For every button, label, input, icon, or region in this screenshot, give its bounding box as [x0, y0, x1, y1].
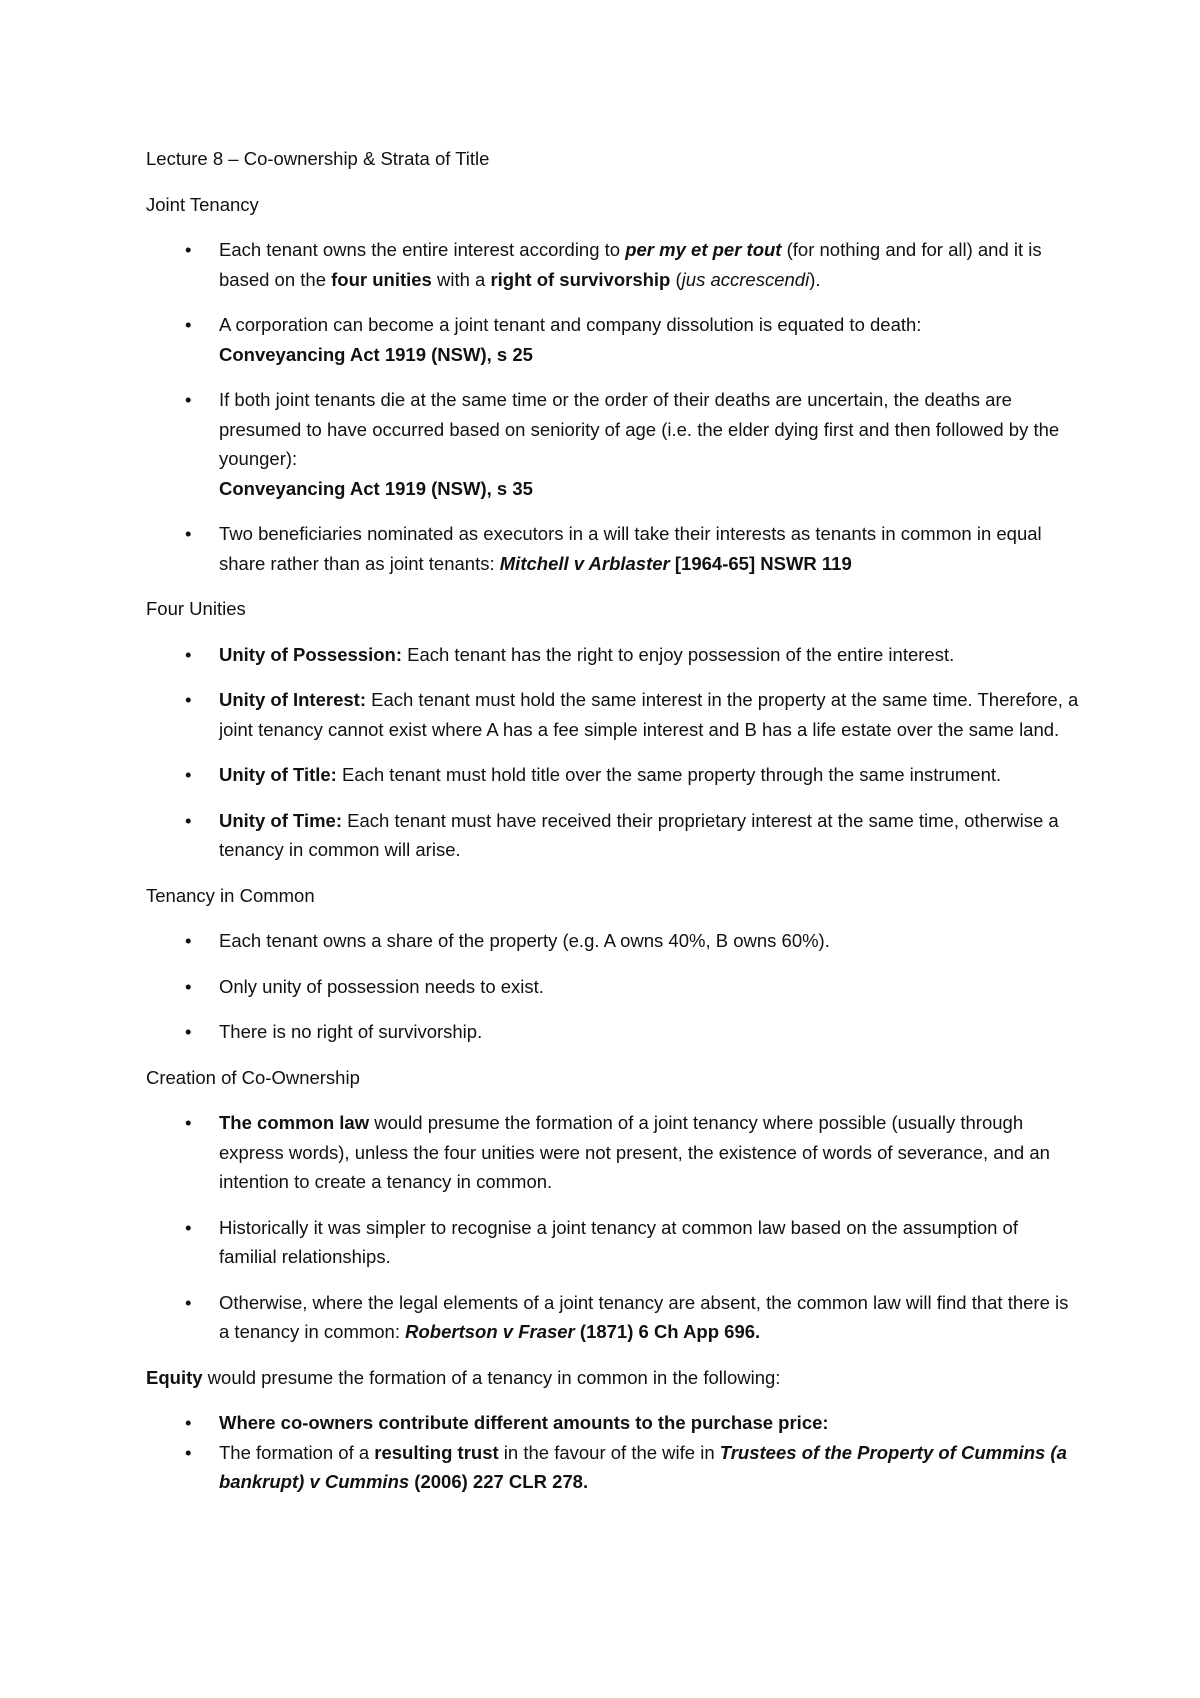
unity-label: Unity of Possession:	[219, 643, 402, 665]
unity-label: Unity of Interest:	[219, 689, 366, 710]
text-run: Each tenant must hold title over the same property through the same instrument.	[336, 764, 1002, 785]
unity-label: Unity of Title:	[219, 764, 337, 785]
bold-term: right of survivorship	[490, 268, 671, 290]
list-item: • There is no right of survivorship.	[146, 1017, 1080, 1047]
list-item	[146, 806, 1080, 865]
page-title: Lecture 8 – Co-ownership & Strata of Title	[146, 148, 490, 169]
list-item	[146, 685, 1080, 744]
list-item	[146, 1438, 1080, 1497]
tenancy-in-common-list	[146, 926, 1080, 1047]
case-name: Robertson v Fraser	[405, 1321, 575, 1342]
text-run: (	[670, 268, 682, 290]
list-item	[146, 1408, 1080, 1438]
case-citation: (2006) 227 CLR 278.	[409, 1471, 589, 1492]
text-run: Each tenant owns the entire interest according to	[219, 239, 626, 260]
text-run: Historically it was simpler to recognise a joint tenancy at common law based on the assumption of familial relationships.	[219, 1216, 1018, 1267]
bold-term: Equity	[146, 1366, 203, 1388]
heading-joint-tenancy: Joint Tenancy	[146, 193, 259, 215]
heading-four-unities: Four Unities	[146, 598, 246, 619]
case-name: Mitchell v Arblaster	[499, 552, 670, 574]
text-run: Otherwise, where the legal elements of a joint tenancy are absent, the common law will find that there is a tenancy in common:	[219, 1291, 1069, 1342]
equity-intro	[146, 1363, 1080, 1393]
bold-term: Where co-owners contribute different amounts to the purchase price:	[219, 1412, 829, 1433]
text-run: would presume the formation of a tenancy in common in the following:	[202, 1366, 781, 1388]
bold-term: resulting trust	[374, 1441, 499, 1463]
text-run: Each tenant has the right to enjoy possession of the entire interest.	[401, 643, 955, 665]
list-item	[146, 1288, 1080, 1347]
equity-list	[146, 1408, 1080, 1497]
text-run: ).	[809, 268, 821, 290]
joint-tenancy-list	[146, 235, 1080, 578]
case-citation: (1871) 6 Ch App 696.	[574, 1321, 761, 1342]
text-run: in the favour of the wife in	[498, 1441, 720, 1463]
latin-phrase: per my et per tout	[625, 239, 782, 260]
creation-list	[146, 1108, 1080, 1347]
text-run: The formation of a	[219, 1441, 375, 1463]
list-item: • Each tenant owns a share of the property (e.g. A owns 40%, B owns 60%).	[146, 926, 1080, 956]
text-run: (for nothing and for all) and it is based on the	[219, 239, 1042, 290]
list-item	[146, 235, 1080, 294]
heading-tenancy-in-common: Tenancy in Common	[146, 884, 315, 906]
text-run: Each tenant must hold the same interest in the property at the same time. Therefore, a joint tenancy cannot exist where A has a fee simple interest and B has a life estate over the same land.	[219, 689, 1079, 740]
list-item	[146, 760, 1080, 790]
text-run: If both joint tenants die at the same time or the order of their deaths are uncertain, the deaths are presumed to have occurred based on seniority of age (i.e. the elder dying first and then followed by the younger):	[219, 389, 1060, 469]
text-run: Two beneficiaries nominated as executors in a will take their interests as tenants in common in equal share rather than as joint tenants:	[219, 523, 1042, 574]
list-item	[146, 640, 1080, 670]
statute-citation: Conveyancing Act 1919 (NSW), s 25	[219, 343, 533, 365]
unity-label: Unity of Time:	[219, 809, 342, 831]
latin-phrase: jus accrescendi	[681, 268, 810, 290]
statute-citation: Conveyancing Act 1919 (NSW), s 35	[219, 477, 533, 499]
text-run: Each tenant must have received their proprietary interest at the same time, otherwise a tenancy in common will arise.	[219, 809, 1059, 860]
case-name: Trustees of the Property of Cummins (a bankrupt) v Cummins	[219, 1441, 1067, 1492]
list-item	[146, 519, 1080, 578]
list-item	[146, 1108, 1080, 1197]
text-run: A corporation can become a joint tenant and company dissolution is equated to death:	[219, 314, 922, 335]
list-item	[146, 310, 1080, 369]
text-run: would presume the formation of a joint tenancy where possible (usually through express words), unless the four unities were not present, the existence of words of severance, and an intention to create a tenancy in common.	[219, 1112, 1050, 1192]
list-item: • Only unity of possession needs to exist.	[146, 972, 1080, 1002]
text-run: with a	[431, 268, 491, 290]
four-unities-list	[146, 640, 1080, 865]
list-item	[146, 1213, 1080, 1272]
bold-term: four unities	[331, 268, 432, 290]
list-item	[146, 385, 1080, 503]
heading-creation: Creation of Co-Ownership	[146, 1066, 360, 1088]
bold-term: The common law	[219, 1112, 370, 1133]
case-citation: [1964-65] NSWR 119	[669, 552, 852, 574]
